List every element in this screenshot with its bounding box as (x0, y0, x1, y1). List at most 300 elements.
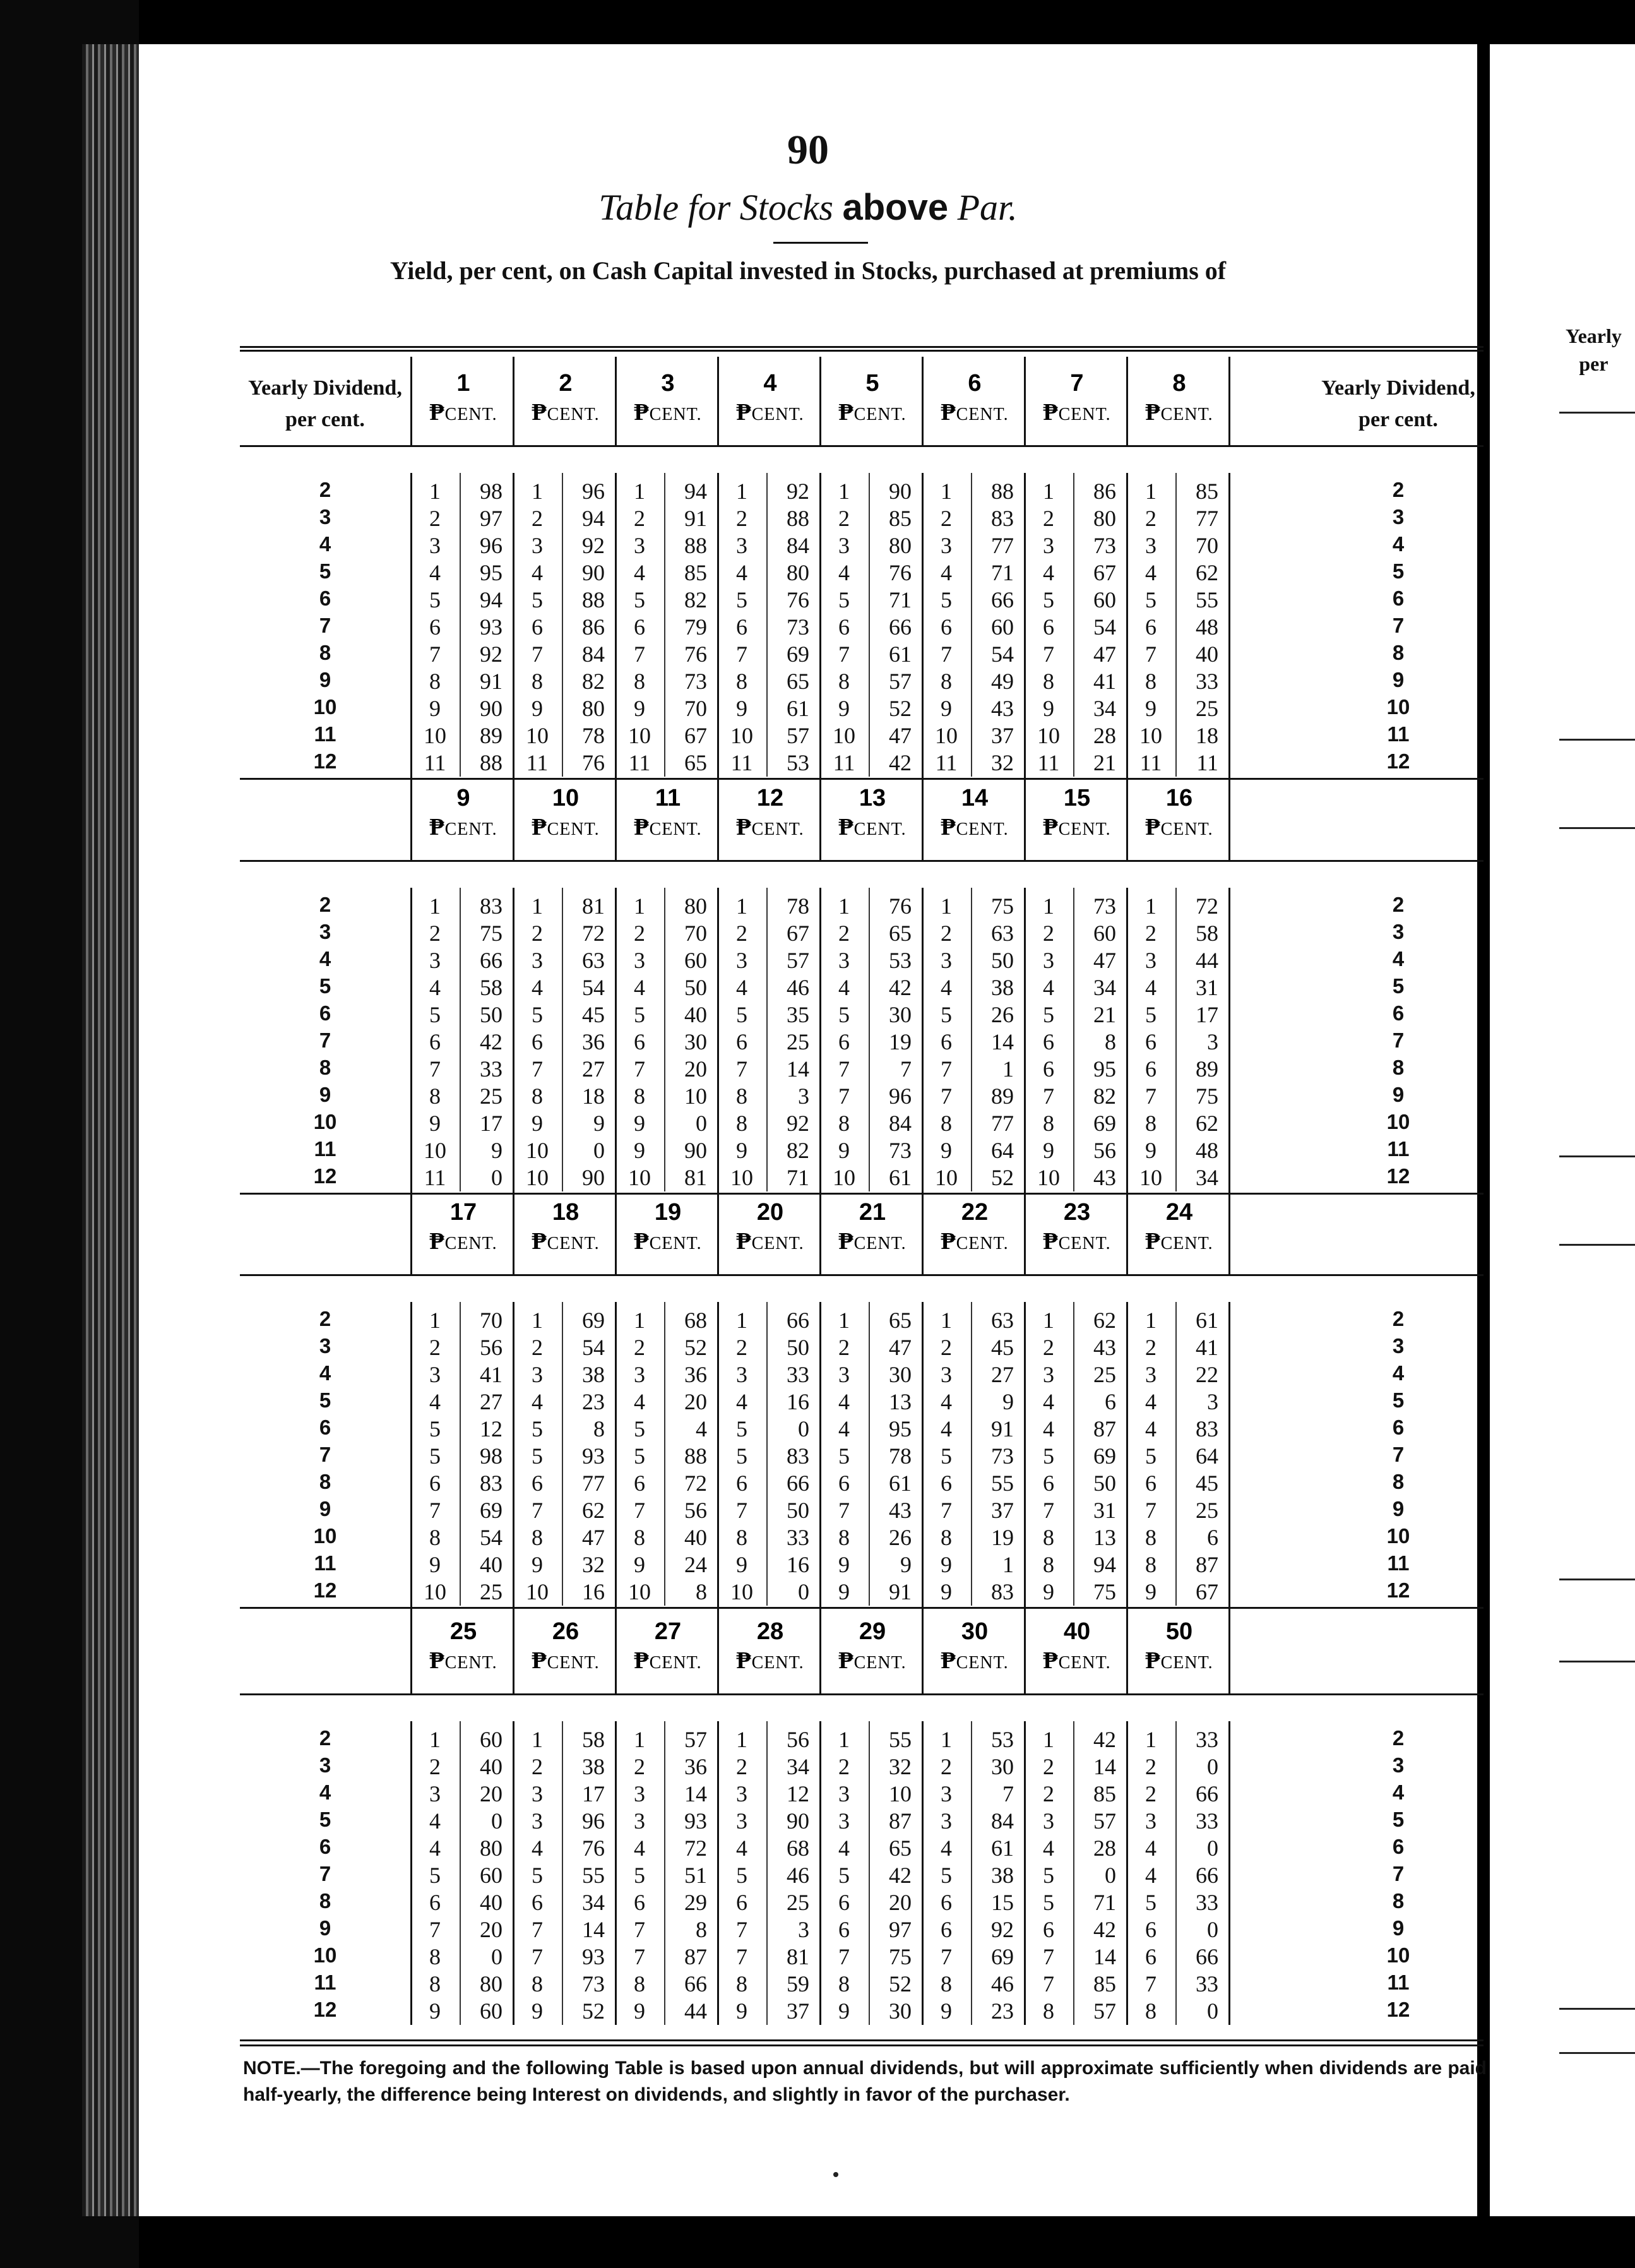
yield-whole: 4 (1145, 560, 1156, 585)
yield-whole: 5 (1043, 1002, 1054, 1027)
yield-whole: 8 (1145, 669, 1156, 694)
premium-column-header (410, 1605, 514, 1693)
yield-whole: 9 (941, 696, 952, 721)
cent-text: CENT. (1058, 1234, 1111, 1253)
yield-whole: 10 (833, 723, 855, 748)
yield-fraction: 71 (1093, 1890, 1116, 1915)
yield-whole: 7 (634, 1917, 645, 1942)
yield-whole: 5 (736, 587, 747, 612)
yield-fraction: 67 (787, 921, 809, 946)
header-end-line (1228, 1186, 1230, 1274)
dividend-left: 5 (319, 1808, 331, 1831)
premium-column-header (819, 772, 924, 860)
yield-fraction: 96 (582, 1808, 605, 1834)
yield-fraction: 91 (991, 1416, 1014, 1441)
dividend-left: 11 (314, 722, 336, 746)
yield-fraction: 42 (480, 1029, 502, 1054)
yield-fraction: 81 (684, 1165, 707, 1190)
yield-fraction: 44 (684, 1998, 707, 2024)
table-row (240, 614, 1483, 641)
yield-whole: 6 (634, 1471, 645, 1496)
yield-fraction: 34 (1196, 1165, 1218, 1190)
subcolumn-divider (1175, 1721, 1177, 2025)
yield-whole: 10 (424, 1579, 446, 1604)
yield-whole: 2 (1043, 921, 1054, 946)
yield-fraction: 66 (480, 948, 502, 973)
yield-fraction: 66 (889, 614, 912, 640)
yield-fraction: 25 (480, 1083, 502, 1109)
yield-fraction: 57 (787, 723, 809, 748)
yield-whole: 1 (1043, 1308, 1054, 1333)
premium-column-header (410, 357, 514, 445)
yield-fraction: 77 (1196, 506, 1218, 531)
cent-text: CENT. (649, 820, 702, 839)
yield-whole: 5 (736, 1416, 747, 1441)
yield-fraction: 17 (582, 1781, 605, 1806)
yield-fraction: 70 (684, 921, 707, 946)
dividend-right: 4 (1392, 1361, 1405, 1385)
dividend-left: 10 (313, 1943, 337, 1967)
yield-whole: 5 (1043, 1863, 1054, 1888)
yield-fraction: 25 (1196, 696, 1218, 721)
yield-whole: 2 (532, 921, 543, 946)
cent-text: CENT. (956, 820, 1009, 839)
dividend-right: 5 (1392, 1388, 1405, 1412)
yield-whole: 6 (838, 1471, 850, 1496)
per-cent-label (514, 1647, 617, 1674)
yield-fraction: 34 (1093, 696, 1116, 721)
premium-value: 29 (859, 1618, 886, 1645)
section-header-rule (240, 1274, 1483, 1276)
yield-fraction: 57 (1093, 1808, 1116, 1834)
yield-whole: 4 (634, 1389, 645, 1414)
yield-fraction: 4 (696, 1416, 707, 1441)
yield-fraction: 46 (787, 975, 809, 1000)
yield-fraction: 45 (1196, 1471, 1218, 1496)
yield-fraction: 83 (787, 1443, 809, 1469)
table-row (240, 1971, 1483, 1998)
dividend-right: 12 (1386, 1164, 1410, 1188)
dividend-left: 9 (319, 1497, 331, 1520)
yield-whole: 3 (1145, 1362, 1156, 1387)
yield-fraction: 55 (889, 1727, 912, 1752)
yield-fraction: 28 (1093, 1835, 1116, 1861)
yield-whole: 5 (1043, 1890, 1054, 1915)
yield-fraction: 85 (684, 560, 707, 585)
yield-fraction: 20 (480, 1781, 502, 1806)
yield-whole: 5 (941, 1863, 952, 1888)
yield-fraction: 84 (582, 642, 605, 667)
dividend-left: 6 (319, 1416, 331, 1439)
yield-whole: 10 (833, 1165, 855, 1190)
yield-fraction: 85 (1093, 1781, 1116, 1806)
yield-fraction: 87 (684, 1944, 707, 1969)
yield-whole: 9 (838, 1138, 850, 1163)
yield-whole: 1 (1043, 893, 1054, 919)
yield-fraction: 0 (696, 1111, 707, 1136)
yield-whole: 2 (941, 506, 952, 531)
yield-whole: 3 (634, 1781, 645, 1806)
yield-whole: 4 (634, 1835, 645, 1861)
per-symbol: ₱ (1043, 399, 1059, 426)
yield-fraction: 26 (991, 1002, 1014, 1027)
yield-fraction: 3 (798, 1917, 809, 1942)
yield-fraction: 61 (889, 642, 912, 667)
yield-fraction: 36 (684, 1754, 707, 1779)
dividend-right: 7 (1392, 1443, 1405, 1466)
yield-whole: 7 (941, 1056, 952, 1082)
premium-column-header (513, 772, 617, 860)
yield-fraction: 71 (991, 560, 1014, 585)
page-title (139, 186, 1477, 229)
premium-column-header (1126, 357, 1230, 445)
yield-fraction: 50 (787, 1335, 809, 1360)
per-symbol: ₱ (1145, 1647, 1161, 1674)
per-cent-label (412, 1227, 514, 1255)
column-divider (1228, 473, 1230, 777)
yield-fraction: 14 (1093, 1754, 1116, 1779)
per-cent-label (924, 1647, 1026, 1674)
yield-whole: 3 (1145, 1808, 1156, 1834)
table-bottom-rule (240, 2039, 1483, 2041)
dividend-left: 8 (319, 641, 331, 664)
yield-whole: 9 (941, 1138, 952, 1163)
yield-whole: 1 (941, 479, 952, 504)
column-divider (922, 1721, 924, 2025)
yield-fraction: 33 (480, 1056, 502, 1082)
dividend-left: 10 (313, 1524, 337, 1548)
per-symbol: ₱ (429, 1228, 445, 1255)
per-cent-label (412, 398, 514, 426)
yield-fraction: 80 (480, 1971, 502, 1996)
yield-whole: 7 (736, 642, 747, 667)
yield-whole: 5 (1043, 587, 1054, 612)
yield-fraction: 36 (684, 1362, 707, 1387)
yield-fraction: 81 (787, 1944, 809, 1969)
cent-text: CENT. (547, 405, 600, 424)
table-row (240, 1137, 1483, 1164)
per-symbol: ₱ (634, 1228, 650, 1255)
cent-text: CENT. (751, 1653, 804, 1673)
yield-fraction: 61 (1196, 1308, 1218, 1333)
per-symbol: ₱ (1043, 814, 1059, 840)
yield-fraction: 93 (582, 1944, 605, 1969)
yield-whole: 2 (1043, 1335, 1054, 1360)
per-cent-label (514, 398, 617, 426)
yield-whole: 1 (1043, 1727, 1054, 1752)
yield-whole: 6 (736, 1890, 747, 1915)
dividend-left: 11 (314, 1551, 336, 1575)
table-row (240, 1524, 1483, 1551)
yield-whole: 7 (1043, 1944, 1054, 1969)
yield-fraction: 92 (787, 1111, 809, 1136)
premium-column-header (615, 1605, 719, 1693)
table-row (240, 1470, 1483, 1497)
facing-rule (1559, 412, 1635, 414)
yield-fraction: 40 (480, 1890, 502, 1915)
yield-whole: 11 (730, 750, 753, 775)
dividend-left: 2 (319, 1307, 331, 1330)
cent-text: CENT. (751, 405, 804, 424)
yield-fraction: 46 (991, 1971, 1014, 1996)
cent-text: CENT. (444, 1234, 497, 1253)
per-symbol: ₱ (838, 1647, 854, 1674)
table-row (240, 1726, 1483, 1753)
dividend-right: 10 (1386, 695, 1410, 719)
yield-whole: 1 (1145, 893, 1156, 919)
yield-whole: 7 (634, 1498, 645, 1523)
yield-fraction: 0 (491, 1944, 502, 1969)
yield-fraction: 98 (480, 1443, 502, 1469)
yield-fraction: 30 (991, 1754, 1014, 1779)
yield-whole: 1 (634, 893, 645, 919)
table-row (240, 893, 1483, 920)
subcolumn-divider (971, 1302, 972, 1606)
yield-whole: 5 (429, 1863, 441, 1888)
subcolumn-divider (664, 473, 665, 777)
yield-fraction: 84 (889, 1111, 912, 1136)
subcolumn-divider (664, 888, 665, 1191)
yield-whole: 2 (1043, 1781, 1054, 1806)
yield-fraction: 43 (1093, 1165, 1116, 1190)
yield-fraction: 93 (480, 614, 502, 640)
yield-fraction: 35 (787, 1002, 809, 1027)
column-divider (717, 888, 719, 1191)
yield-whole: 2 (941, 1335, 952, 1360)
column-divider (410, 473, 412, 777)
yield-fraction: 72 (684, 1471, 707, 1496)
dividend-left: 5 (319, 559, 331, 583)
yield-fraction: 93 (582, 1443, 605, 1469)
column-divider (922, 888, 924, 1191)
yield-fraction: 95 (480, 560, 502, 585)
facing-header-line-1: Yearly (1566, 325, 1622, 347)
premium-value: 10 (552, 785, 580, 811)
dividend-right: 12 (1386, 1998, 1410, 2021)
yield-whole: 1 (941, 893, 952, 919)
column-divider (410, 1302, 412, 1606)
yield-fraction: 70 (480, 1308, 502, 1333)
per-cent-label (1026, 1227, 1128, 1255)
table-row (240, 974, 1483, 1001)
yield-whole: 9 (941, 1552, 952, 1577)
premium-column-header (513, 357, 617, 445)
yield-fraction: 56 (1093, 1138, 1116, 1163)
yield-fraction: 0 (1207, 1835, 1218, 1861)
per-cent-label (617, 1647, 719, 1674)
yield-whole: 9 (634, 1998, 645, 2024)
yield-whole: 11 (424, 750, 446, 775)
yield-whole: 8 (429, 1944, 441, 1969)
yield-fraction: 96 (889, 1083, 912, 1109)
dividend-left: 10 (313, 695, 337, 719)
facing-rule (1559, 1661, 1635, 1662)
yield-fraction: 88 (787, 506, 809, 531)
yield-fraction: 72 (582, 921, 605, 946)
yield-whole: 7 (1145, 642, 1156, 667)
yield-fraction: 57 (787, 948, 809, 973)
yield-whole: 6 (736, 614, 747, 640)
yield-whole: 8 (532, 1083, 543, 1109)
yield-whole: 6 (634, 614, 645, 640)
premium-column-header (819, 357, 924, 445)
yield-whole: 1 (532, 1727, 543, 1752)
yield-fraction: 92 (582, 533, 605, 558)
yield-fraction: 66 (1196, 1944, 1218, 1969)
yield-whole: 2 (1145, 1335, 1156, 1360)
yield-whole: 10 (424, 723, 446, 748)
yield-fraction: 61 (991, 1835, 1014, 1861)
yield-whole: 4 (941, 1389, 952, 1414)
yield-fraction: 66 (787, 1308, 809, 1333)
yield-whole: 4 (532, 1389, 543, 1414)
yield-fraction: 10 (889, 1781, 912, 1806)
yield-whole: 6 (1043, 614, 1054, 640)
yield-whole: 1 (1145, 479, 1156, 504)
dividend-right: 5 (1392, 559, 1405, 583)
per-cent-label (719, 813, 821, 841)
subcolumn-divider (766, 888, 768, 1191)
yield-fraction: 51 (684, 1863, 707, 1888)
yield-fraction: 41 (1093, 669, 1116, 694)
yield-fraction: 58 (1196, 921, 1218, 946)
yield-whole: 9 (1043, 1138, 1054, 1163)
yield-fraction: 52 (684, 1335, 707, 1360)
per-symbol: ₱ (1145, 399, 1161, 426)
yield-whole: 6 (1043, 1917, 1054, 1942)
per-cent-label (821, 1647, 924, 1674)
yield-whole: 4 (838, 560, 850, 585)
dividend-right: 8 (1392, 1470, 1405, 1493)
yield-fraction: 88 (991, 479, 1014, 504)
yield-fraction: 90 (787, 1808, 809, 1834)
premium-value: 20 (756, 1199, 784, 1226)
yield-fraction: 60 (991, 614, 1014, 640)
yield-fraction: 0 (798, 1579, 809, 1604)
yield-fraction: 76 (889, 560, 912, 585)
yield-whole: 3 (634, 533, 645, 558)
yield-whole: 3 (736, 948, 747, 973)
yield-fraction: 40 (1196, 642, 1218, 667)
yield-fraction: 47 (889, 723, 912, 748)
premium-column-header (1024, 1186, 1128, 1274)
yield-whole: 3 (634, 1808, 645, 1834)
per-cent-label (924, 398, 1026, 426)
premium-value: 25 (449, 1618, 477, 1645)
yield-whole: 4 (736, 975, 747, 1000)
yield-fraction: 52 (889, 696, 912, 721)
yield-whole: 9 (736, 1998, 747, 2024)
yield-whole: 11 (628, 750, 651, 775)
cent-text: CENT. (547, 1653, 600, 1673)
yield-whole: 7 (941, 1944, 952, 1969)
yield-fraction: 0 (1207, 1754, 1218, 1779)
yield-whole: 5 (532, 1443, 543, 1469)
yield-whole: 8 (1043, 1111, 1054, 1136)
yield-fraction: 25 (787, 1029, 809, 1054)
yield-whole: 6 (1145, 1944, 1156, 1969)
dividend-right: 8 (1392, 641, 1405, 664)
yield-whole: 5 (429, 1416, 441, 1441)
yield-whole: 1 (1043, 479, 1054, 504)
premium-value: 14 (961, 785, 989, 811)
yield-fraction: 68 (684, 1308, 707, 1333)
yield-fraction: 89 (1196, 1056, 1218, 1082)
yield-whole: 3 (532, 948, 543, 973)
premium-column-header (513, 1186, 617, 1274)
premium-value: 8 (1172, 370, 1186, 397)
premium-column-header (615, 1186, 719, 1274)
yield-whole: 7 (941, 1498, 952, 1523)
yield-whole: 6 (941, 1890, 952, 1915)
subcolumn-divider (971, 473, 972, 777)
column-divider (1024, 1302, 1026, 1606)
yield-fraction: 33 (1196, 1890, 1218, 1915)
per-cent-label (412, 813, 514, 841)
yield-whole: 10 (526, 1138, 549, 1163)
yield-whole: 8 (532, 1525, 543, 1550)
yield-whole: 7 (532, 1944, 543, 1969)
per-symbol: ₱ (736, 1647, 752, 1674)
yield-whole: 2 (838, 921, 850, 946)
yield-fraction: 91 (889, 1579, 912, 1604)
yield-fraction: 45 (582, 1002, 605, 1027)
cent-text: CENT. (956, 1653, 1009, 1673)
yield-whole: 10 (1037, 1165, 1060, 1190)
yield-fraction: 37 (991, 1498, 1014, 1523)
yield-whole: 7 (1145, 1971, 1156, 1996)
yield-fraction: 75 (1093, 1579, 1116, 1604)
yield-whole: 6 (941, 1029, 952, 1054)
dividend-right: 4 (1392, 1781, 1405, 1804)
yield-whole: 4 (1145, 1835, 1156, 1861)
yield-fraction: 68 (787, 1835, 809, 1861)
dividend-right: 6 (1392, 1416, 1405, 1439)
yield-fraction: 9 (593, 1111, 605, 1136)
yield-whole: 2 (429, 1754, 441, 1779)
column-divider (1228, 1721, 1230, 2025)
column-divider (819, 1721, 821, 2025)
yield-whole: 2 (736, 1754, 747, 1779)
yield-whole: 2 (838, 1335, 850, 1360)
yield-fraction: 80 (582, 696, 605, 721)
yield-whole: 1 (941, 1308, 952, 1333)
yield-whole: 4 (1145, 1863, 1156, 1888)
section-body (240, 1726, 1483, 2025)
yield-fraction: 0 (491, 1808, 502, 1834)
yield-fraction: 3 (1207, 1029, 1218, 1054)
yield-whole: 5 (838, 1863, 850, 1888)
yield-fraction: 32 (582, 1552, 605, 1577)
yield-fraction: 36 (582, 1029, 605, 1054)
per-symbol: ₱ (1043, 1228, 1059, 1255)
yield-whole: 5 (838, 1443, 850, 1469)
yield-fraction: 94 (480, 587, 502, 612)
yield-fraction: 76 (889, 893, 912, 919)
subcolumn-divider (460, 888, 461, 1191)
per-cent-label (617, 1227, 719, 1255)
yield-fraction: 80 (889, 533, 912, 558)
table-row (240, 1551, 1483, 1579)
yield-fraction: 82 (582, 669, 605, 694)
table-row (240, 1029, 1483, 1056)
title-part-1: Table for Stocks (598, 187, 833, 228)
yield-whole: 7 (429, 1917, 441, 1942)
yield-whole: 2 (838, 1754, 850, 1779)
table-row (240, 1808, 1483, 1835)
yield-whole: 9 (532, 696, 543, 721)
dividend-right: 8 (1392, 1889, 1405, 1913)
